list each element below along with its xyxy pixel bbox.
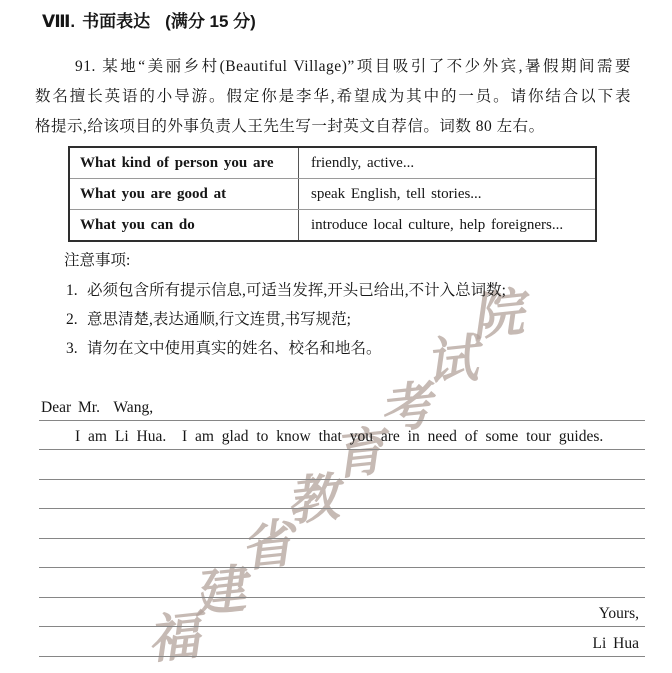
table-row [70, 179, 595, 210]
watermark-char: 省 [237, 512, 296, 579]
notes-list [66, 276, 506, 363]
hint-table [68, 146, 597, 242]
table-row [70, 210, 595, 240]
row-value-cell: speak English, tell stories... [311, 185, 482, 202]
writing-line [39, 450, 645, 480]
note-number: 3. [66, 340, 78, 357]
opening-line [39, 421, 645, 451]
prompt-line: 格提示,给该项目的外事负责人王先生写一封英文自荐信。词数 80 左右。 [35, 118, 545, 135]
section-heading [42, 11, 256, 33]
row-value-cell: introduce local culture, help foreigners... [311, 216, 564, 233]
prompt-paragraph [35, 52, 631, 142]
writing-line [39, 509, 645, 539]
watermark-char: 教 [283, 466, 342, 533]
table-row [70, 148, 595, 179]
row-label-cell: What you can do [70, 210, 299, 240]
watermark-char: 考 [375, 374, 435, 441]
watermark-char: 建 [190, 558, 249, 625]
note-item [66, 334, 506, 363]
row-value-cell: friendly, active... [311, 154, 415, 171]
salutation-text: Dear Mr. Wang, [41, 398, 154, 416]
notes-heading: 注意事项: [64, 252, 131, 269]
note-text: 请勿在文中使用真实的姓名、校名和地名。 [87, 340, 382, 357]
note-item [66, 305, 506, 334]
note-text: 必须包含所有提示信息,可适当发挥,开头已给出,不计入总词数; [87, 282, 506, 299]
note-item [66, 276, 506, 305]
signature-line [39, 627, 645, 657]
signature-text: Li Hua [592, 634, 639, 652]
section-title: 书面表达 [82, 12, 151, 31]
section-score: (满分 15 分) [165, 12, 256, 31]
watermark-char: 育 [329, 420, 388, 487]
salutation-line [39, 391, 645, 421]
note-number: 2. [66, 311, 78, 328]
section-numeral: Ⅷ. [42, 12, 76, 31]
watermark-char: 试 [422, 328, 481, 395]
row-label-cell: What you are good at [70, 179, 299, 209]
watermark-char: 院 [468, 282, 527, 349]
opening-text: I am Li Hua. I am glad to know that you are in need of some tour guides. [75, 428, 604, 445]
note-text: 意思清楚,表达通顺,行文连贯,书写规范; [87, 311, 351, 328]
blank-writing-lines [39, 450, 645, 598]
watermark-char: 福 [144, 604, 203, 672]
note-number: 1. [66, 282, 78, 299]
row-label-cell: What kind of person you are [70, 148, 299, 178]
writing-line [39, 568, 645, 598]
closing-text: Yours, [598, 605, 639, 622]
writing-line [39, 539, 645, 569]
writing-line [39, 480, 645, 510]
prompt-line: 91. 某地“美丽乡村(Beautiful Village)”项目吸引了不少外宾,暑假期间需要 [75, 58, 631, 75]
closing-line [39, 598, 645, 628]
prompt-line: 数名擅长英语的小导游。假定你是李华,希望成为其中的一员。请你结合以下表 [35, 88, 631, 105]
letter-writing-area [39, 391, 645, 657]
